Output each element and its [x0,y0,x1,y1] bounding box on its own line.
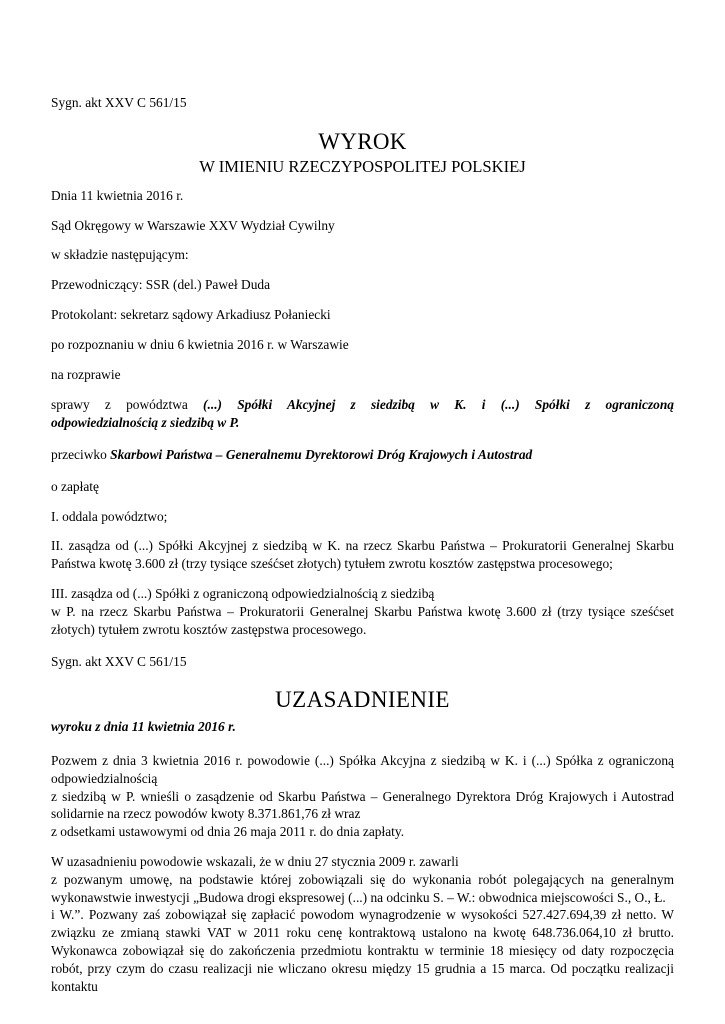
case-number: Sygn. akt XXV C 561/15 [51,95,187,110]
case-subject: o zapłatę [51,478,99,494]
plaintiffs: (...) Spółki Akcyjnej z siedzibą w K. i (...) Spółki z ograniczoną [203,397,674,413]
para1-line5: z odsetkami ustawowymi od dnia 26 maja 2011 r. do dnia zapłaty. [51,824,405,840]
para1-line2: odpowiedzialnością [51,770,158,786]
defendant: Skarbowi Państwa – Generalnemu Dyrektorowi Dróg Krajowych i Autostrad [110,446,533,462]
against-prefix: przeciwko [51,446,107,462]
para1-line4: solidarnie na rzecz powodów kwoty 8.371.861,76 zł wraz [51,806,361,822]
judgment-title: WYROK [318,128,407,154]
hearing-type: na rozprawie [51,366,121,382]
hearing-date: po rozpoznaniu w dniu 6 kwietnia 2016 r. w Warszawie [51,336,349,352]
judgment-date: Dnia 11 kwietnia 2016 r. [51,187,184,203]
plaintiffs-line [51,396,674,414]
ruling-point-2: II. zasądza od (...) Spółki Akcyjnej z siedzibą w K. na rzecz Skarbu Państwa – Prokuratorii Generalnej Skarbu Państwa kwotę 3.600 zł (trzy tysiące sześćset złotych) tytułem zwrotu kosztów zastępstwa procesowego; [51,538,674,572]
justification-paragraph-1 [51,752,674,841]
justification-paragraph-2 [51,853,674,995]
justification-subtitle: wyroku z dnia 11 kwietnia 2016 r. [51,719,236,735]
para2-line1: W uzasadnieniu powodowie wskazali, że w dniu 27 stycznia 2009 r. zawarli [51,853,459,869]
ruling-point-3-rest: w P. na rzecz Skarbu Państwa – Prokuratorii Generalnej Skarbu Państwa kwotę 3.600 zł (trzy tysiące sześćset złotych) tytułem zwrotu kosztów zastępstwa procesowego. [51,603,674,637]
judgment-subtitle: W IMIENIU RZECZYPOSPOLITEJ POLSKIEJ [199,156,526,176]
para2-body: z pozwanym umowę, na podstawie której zobowiązali się do wykonania robót polegających na generalnym wykonawstwie inwestycji „Budowa drogi ekspresowej (...) na odcinku S. – W.: obwodnica miejscowości S., O., Ł. [51,871,674,905]
composition-label: w składzie następującym: [51,247,189,263]
document-page [51,0,674,995]
ruling-point-3 [51,585,674,638]
para1-line1: Pozwem z dnia 3 kwietnia 2016 r. powodowie (...) Spółka Akcyjna z siedzibą w K. i (...) Spółka z ograniczoną [51,752,674,768]
case-prefix: sprawy z powództwa [51,397,188,413]
justification-case-number: Sygn. akt XXV C 561/15 [51,654,187,670]
ruling-point-3-first-line: III. zasądza od (...) Spółki z ograniczoną odpowiedzialnością z siedzibą [51,585,435,601]
plaintiffs-continued: odpowiedzialnością z siedzibą w P. [51,415,240,431]
para2-body-continued: i W.”. Pozwany zaś zobowiązał się zapłacić powodom wynagrodzenie w wysokości 527.427.694,39 zł netto. W związku ze zmianą stawki VAT w 2011 roku cenę kontraktową ustalono na kwotę 648.736.064,10 zł brutto. Wykonawca zobowiązał się do zakończenia przedmiotu kontraktu w terminie 18 miesięcy od daty rozpoczęcia robót, przy czym do czasu realizacji nie wliczano okresu między 15 grudnia a 15 marca. Od początku realizacji kontaktu [51,907,674,994]
justification-title: UZASADNIENIE [275,687,450,713]
para1-line3: z siedzibą w P. wnieśli o zasądzenie od Skarbu Państwa – Generalnego Dyrektora Dróg Krajowych i Autostrad [51,788,674,804]
ruling-point-1: I. oddala powództwo; [51,508,168,524]
defendant-line [51,446,674,464]
presiding-judge: Przewodniczący: SSR (del.) Paweł Duda [51,277,271,293]
court-name: Sąd Okręgowy w Warszawie XXV Wydział Cywilny [51,217,335,233]
court-clerk: Protokolant: sekretarz sądowy Arkadiusz Połaniecki [51,306,331,322]
case-parties [51,396,674,432]
